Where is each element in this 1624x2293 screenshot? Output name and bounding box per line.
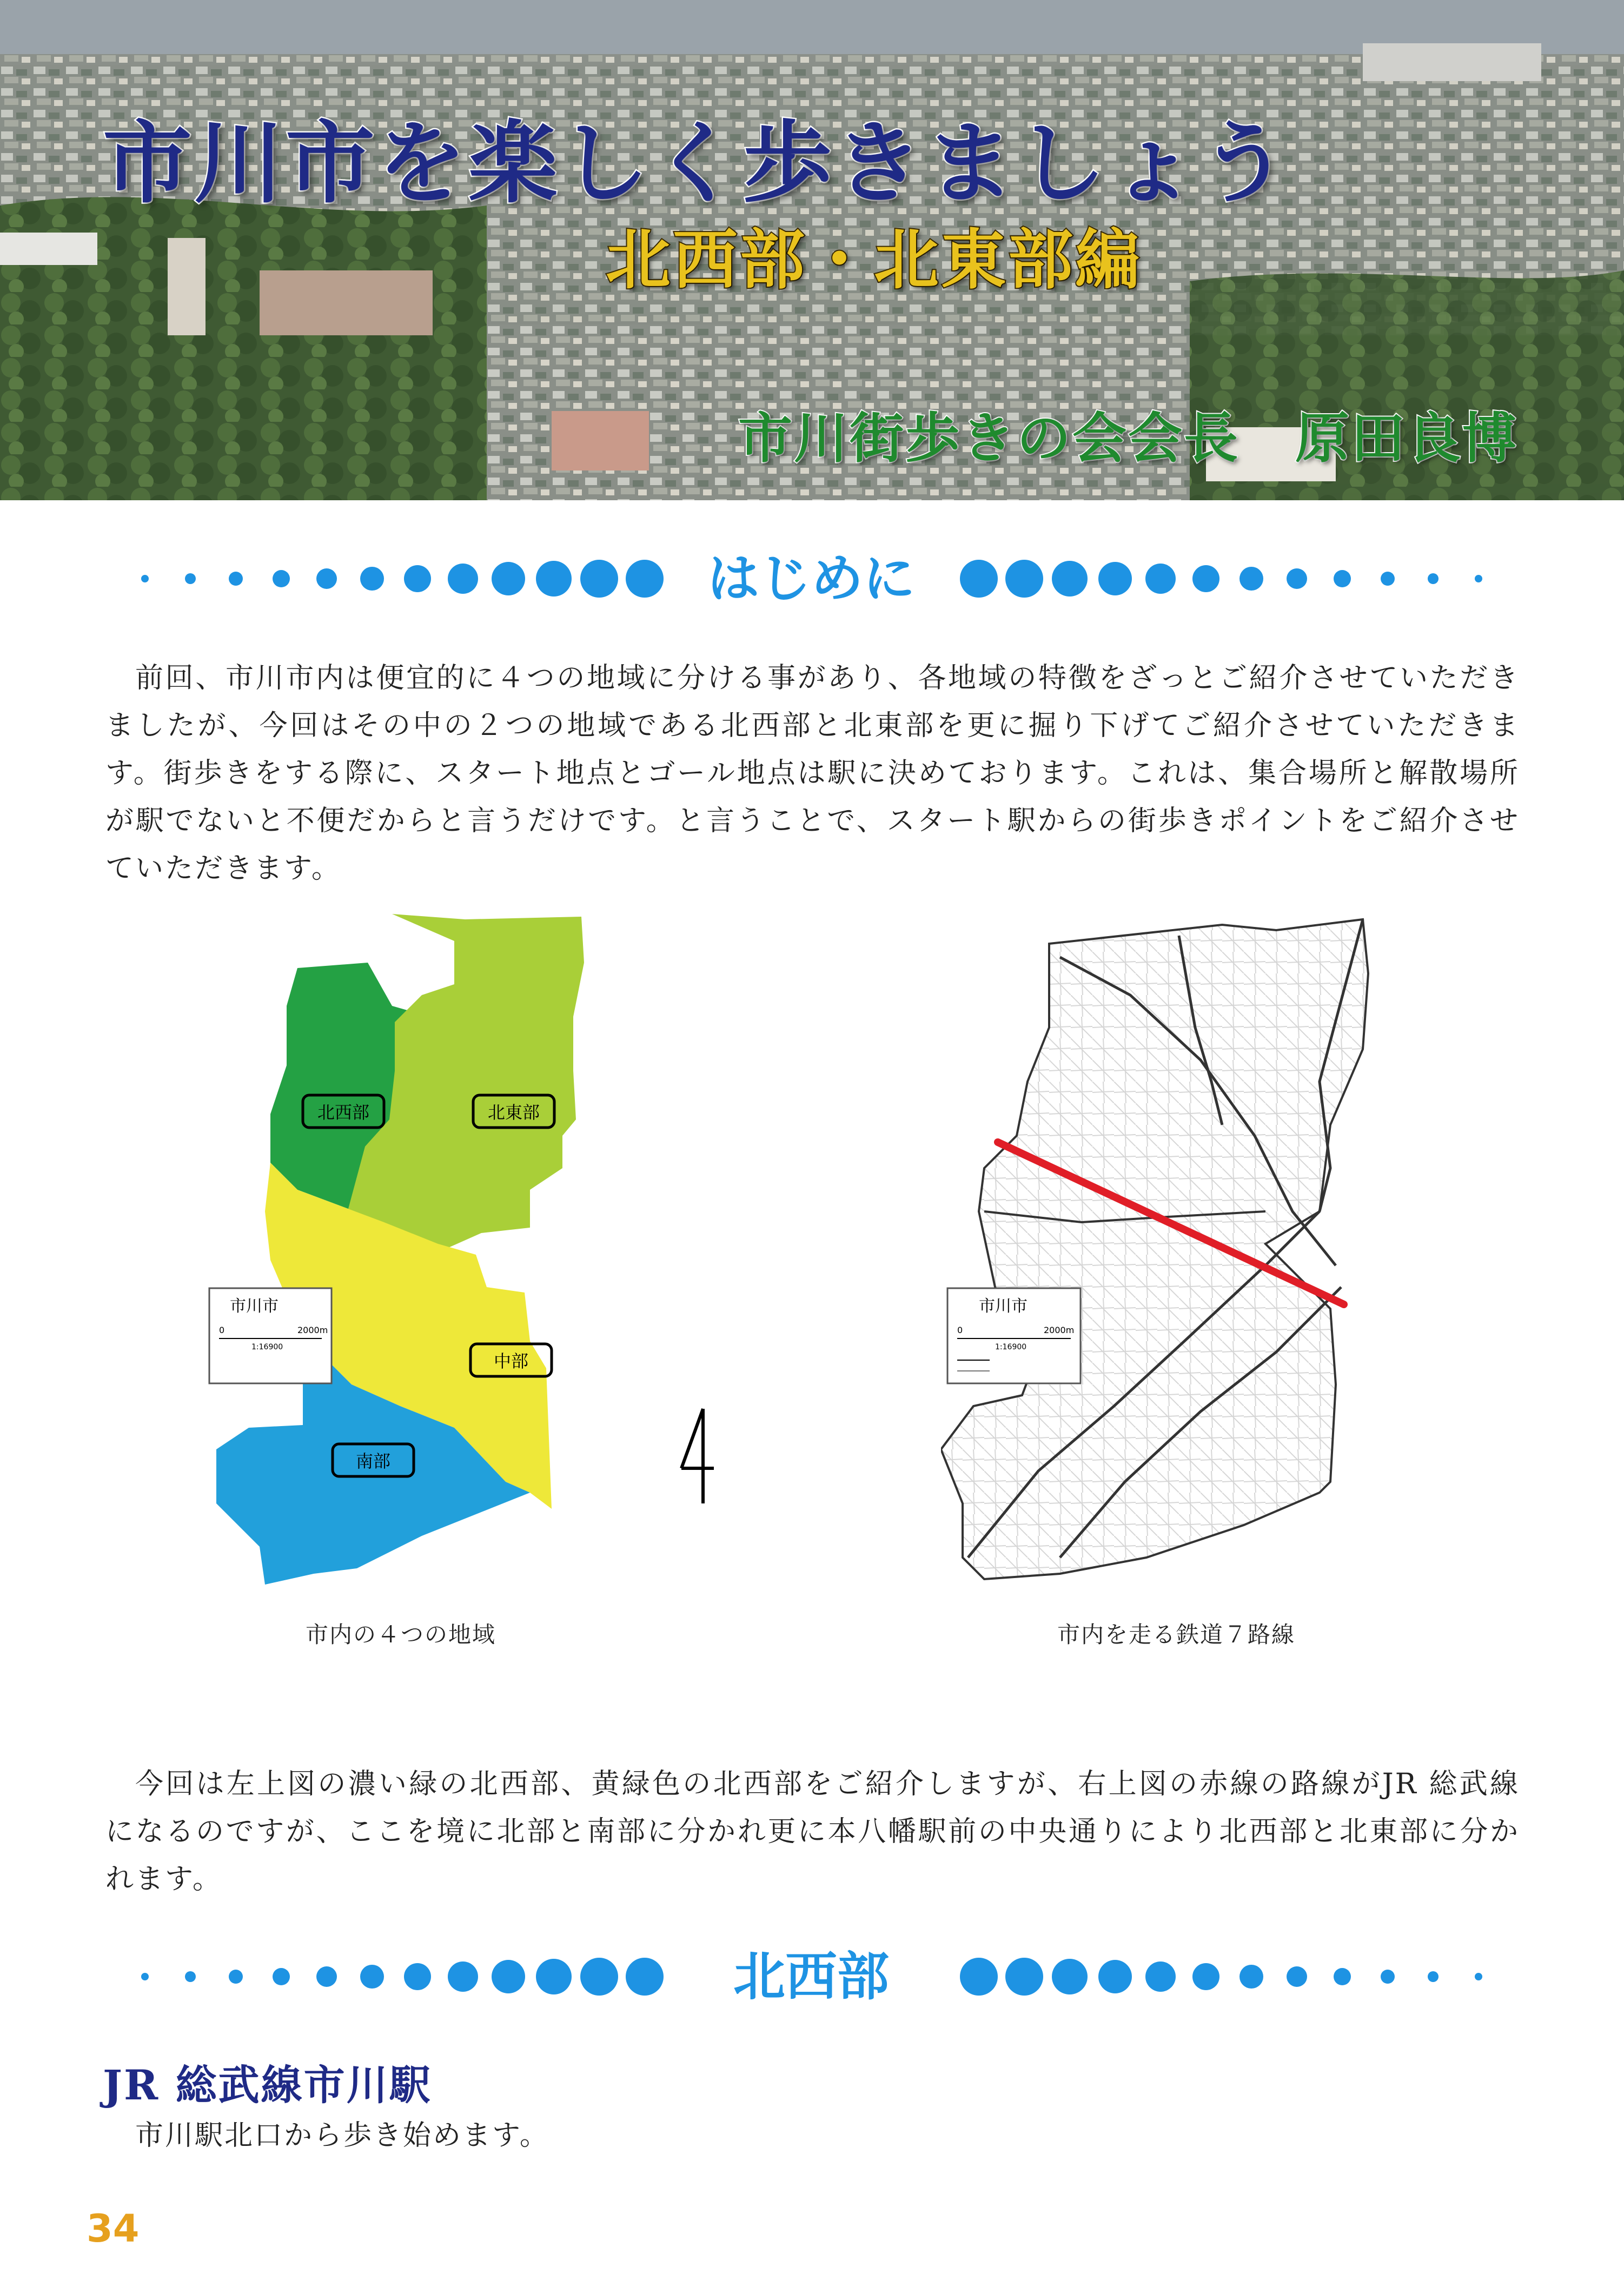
svg-text:南部: 南部 bbox=[355, 1451, 391, 1472]
north-arrow-icon bbox=[676, 1406, 719, 1509]
page-number: 34 bbox=[87, 2206, 140, 2251]
section-header-northwest bbox=[0, 1939, 1624, 2014]
dot-row-left bbox=[0, 541, 676, 617]
dot-row-right bbox=[946, 1939, 1624, 2014]
dot-row-left bbox=[0, 1939, 676, 2014]
dot-row-right bbox=[946, 541, 1624, 617]
right-map-legend bbox=[946, 1287, 1082, 1384]
svg-text:1:16900: 1:16900 bbox=[995, 1343, 1027, 1351]
article-subtitle: 北西部・北東部編 bbox=[606, 222, 1142, 298]
station-heading: JR 総武線市川駅 bbox=[103, 2061, 432, 2109]
svg-text:中部: 中部 bbox=[493, 1351, 529, 1371]
hero-banner bbox=[0, 0, 1624, 500]
svg-text:2000m: 2000m bbox=[1044, 1325, 1075, 1335]
left-map-caption: 市内の４つの地域 bbox=[306, 1621, 496, 1648]
svg-text:北西部: 北西部 bbox=[317, 1102, 370, 1123]
svg-text:0: 0 bbox=[957, 1325, 963, 1335]
section-header-intro bbox=[0, 541, 1624, 617]
svg-text:2000m: 2000m bbox=[297, 1325, 328, 1335]
section-title-intro: はじめに bbox=[707, 548, 915, 609]
svg-text:0: 0 bbox=[219, 1325, 225, 1335]
svg-text:市川市: 市川市 bbox=[230, 1297, 279, 1316]
svg-text:1:16900: 1:16900 bbox=[251, 1343, 283, 1351]
station-text: 市川駅北口から歩き始めます。 bbox=[135, 2119, 549, 2152]
svg-text:北東部: 北東部 bbox=[487, 1102, 540, 1123]
left-map-legend bbox=[208, 1287, 333, 1384]
second-paragraph: 今回は左上図の濃い緑の北西部、黄緑色の北西部をご紹介しますが、右上図の赤線の路線がJR 総武線になるのですが、ここを境に北部と南部に分かれ更に本八幡駅前の中央通りにより北西部と北東部に分かれます。 bbox=[105, 1768, 1520, 1896]
right-map-caption: 市内を走る鉄道７路線 bbox=[1057, 1621, 1296, 1648]
author-line: 市川街歩きの会会長 原田良博 bbox=[738, 406, 1518, 470]
railway-map bbox=[941, 909, 1428, 1590]
article-title: 市川市を楽しく歩きましょう bbox=[103, 110, 1291, 215]
svg-text:市川市: 市川市 bbox=[979, 1297, 1028, 1316]
intro-paragraph: 前回、市川市内は便宜的に４つの地域に分ける事があり、各地域の特徴をざっとご紹介させていただきましたが、今回はその中の２つの地域である北西部と北東部を更に掘り下げてご紹介させていただきます。街歩きをする際に、スタート地点とゴール地点は駅に決めております。これは、集合場所と解散場所が駅でないと不便だからと言うだけです。と言うことで、スタート駅からの街歩きポイントをご紹介させていただきます。 bbox=[105, 662, 1520, 885]
regions-map bbox=[206, 909, 600, 1590]
section-title-northwest: 北西部 bbox=[733, 1946, 889, 2007]
